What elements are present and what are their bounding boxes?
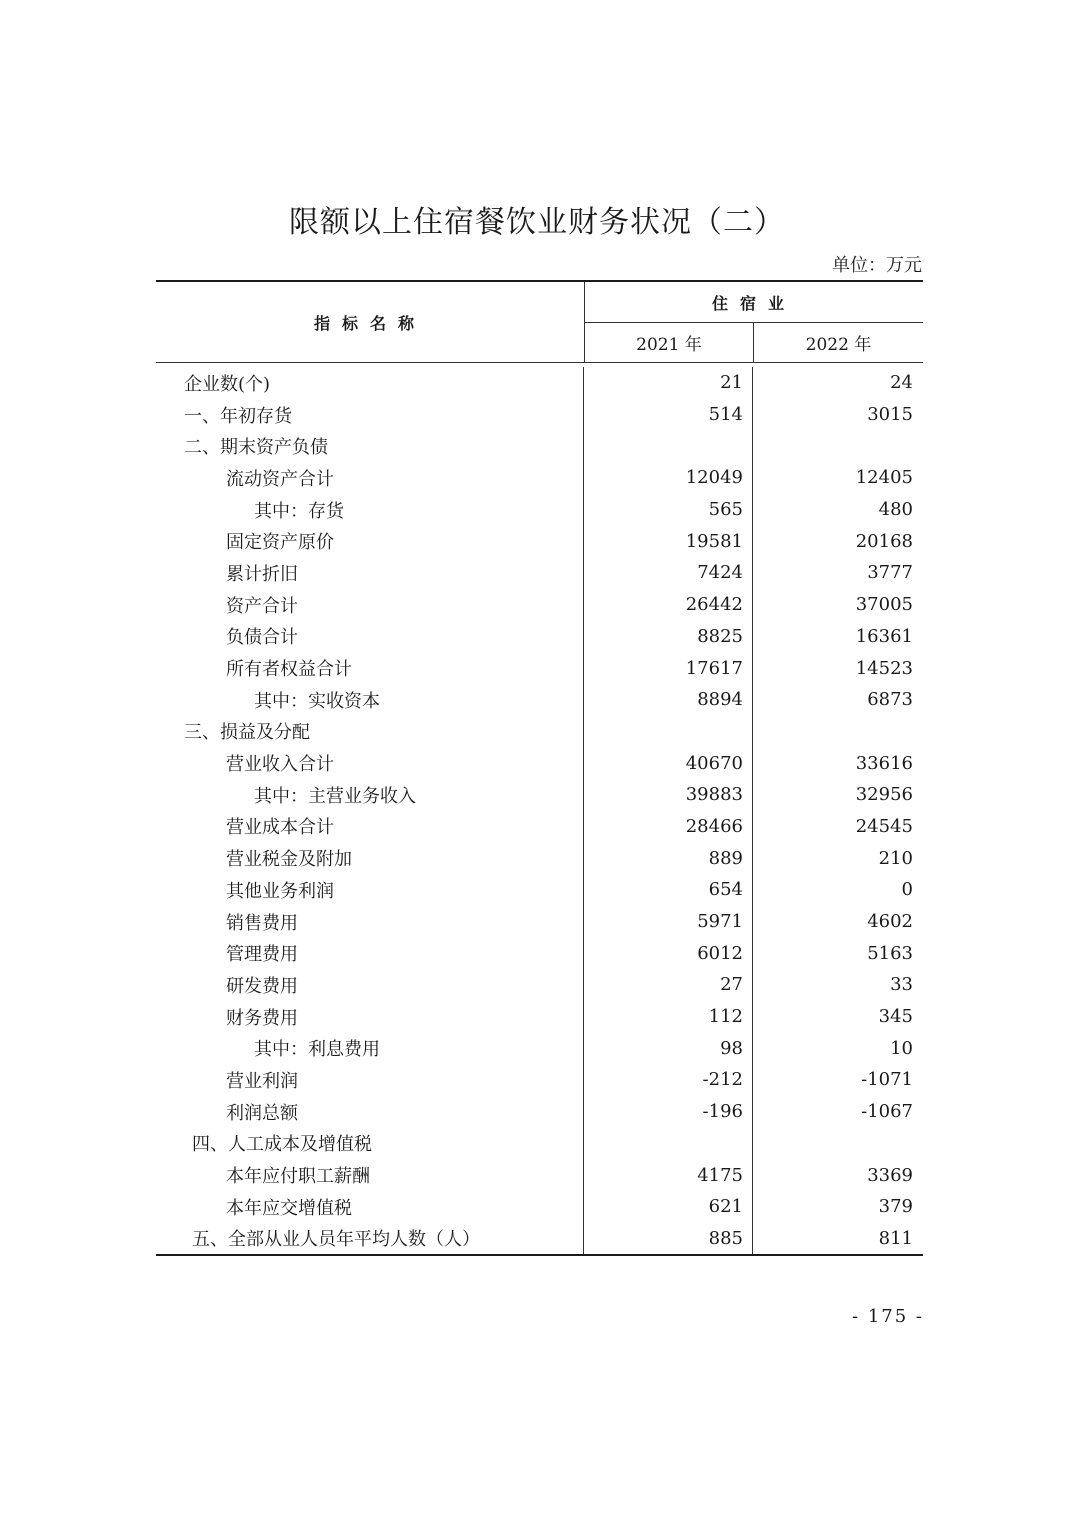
table-row [156, 1223, 923, 1255]
row-label: 本年应付职工薪酬 [156, 1159, 584, 1191]
indicator-name-header: 指标名称 [156, 282, 585, 362]
table-row [156, 621, 923, 653]
value-2021 [584, 430, 753, 462]
table-body [156, 363, 923, 1254]
row-label: 营业利润 [156, 1064, 584, 1096]
value-2021: 7424 [584, 557, 753, 589]
row-label: 其中：主营业务收入 [156, 779, 584, 811]
row-label: 一、年初存货 [156, 399, 584, 431]
table-row [156, 652, 923, 684]
value-2021: 889 [584, 842, 753, 874]
row-label: 三、损益及分配 [156, 716, 584, 748]
value-2022: 24545 [855, 815, 913, 837]
value-2022: 5163 [867, 942, 913, 964]
row-label: 累计折旧 [156, 557, 584, 589]
year-2021-header: 2021 年 [585, 323, 754, 362]
value-2022: 3777 [867, 562, 913, 584]
value-2021: 5971 [584, 906, 753, 938]
value-2021: 39883 [584, 779, 753, 811]
table-row [156, 747, 923, 779]
value-2021: 8894 [584, 684, 753, 716]
table-row [156, 430, 923, 462]
value-2022: 379 [878, 1196, 913, 1218]
value-2022 [753, 430, 922, 462]
value-2021: 621 [584, 1191, 753, 1223]
table-row [156, 684, 923, 716]
value-2022: 3369 [867, 1164, 913, 1186]
accommodation-group-header: 住宿业 [585, 282, 923, 323]
value-2022 [753, 716, 922, 748]
table-row [156, 716, 923, 748]
value-2021: 514 [584, 399, 753, 431]
financial-table [156, 280, 923, 1256]
value-2022: 811 [878, 1227, 913, 1249]
value-2022: 33616 [855, 752, 913, 774]
table-row [156, 1001, 923, 1033]
table-row [156, 1064, 923, 1096]
row-label: 五、全部从业人员年平均人数（人） [156, 1223, 584, 1255]
row-label: 研发费用 [156, 969, 584, 1001]
row-label: 其中：实收资本 [156, 684, 584, 716]
value-2021 [584, 1128, 753, 1160]
value-2022: 14523 [855, 657, 913, 679]
table-header [156, 282, 923, 363]
table-row [156, 494, 923, 526]
table-row [156, 399, 923, 431]
value-2022 [753, 1128, 922, 1160]
value-2022: 20168 [855, 530, 913, 552]
value-2022: 10 [890, 1037, 913, 1059]
value-2021: 8825 [584, 621, 753, 653]
table-row [156, 1159, 923, 1191]
row-label: 营业成本合计 [156, 811, 584, 843]
row-label: 二、期末资产负债 [156, 430, 584, 462]
value-2022: 12405 [855, 467, 913, 489]
table-row [156, 589, 923, 621]
page-title: 限额以上住宿餐饮业财务状况（二） [289, 205, 785, 240]
table-row [156, 462, 923, 494]
value-2021: 12049 [584, 462, 753, 494]
value-2021: 40670 [584, 747, 753, 779]
row-label: 其中：存货 [156, 494, 584, 526]
row-label: 所有者权益合计 [156, 652, 584, 684]
table-row [156, 969, 923, 1001]
value-2021: 26442 [584, 589, 753, 621]
table-row [156, 874, 923, 906]
row-label: 销售费用 [156, 906, 584, 938]
table-row [156, 842, 923, 874]
value-2021: 98 [584, 1032, 753, 1064]
row-label: 管理费用 [156, 937, 584, 969]
value-2021: 17617 [584, 652, 753, 684]
value-2022: -1067 [861, 1101, 913, 1123]
row-label: 财务费用 [156, 1001, 584, 1033]
value-2021: 21 [584, 367, 753, 399]
table-row [156, 367, 923, 399]
value-2022: 16361 [855, 625, 913, 647]
row-label: 四、人工成本及增值税 [156, 1128, 584, 1160]
table-row [156, 1191, 923, 1223]
row-label: 企业数(个) [156, 367, 584, 399]
table-row [156, 1096, 923, 1128]
value-2021: 4175 [584, 1159, 753, 1191]
value-2021: -212 [584, 1064, 753, 1096]
row-label: 其中：利息费用 [156, 1032, 584, 1064]
row-label: 其他业务利润 [156, 874, 584, 906]
value-2022: 345 [878, 1006, 913, 1028]
value-2022: 4602 [867, 911, 913, 933]
table-row [156, 937, 923, 969]
value-2021 [584, 716, 753, 748]
table-row [156, 1032, 923, 1064]
value-2022: 210 [878, 847, 913, 869]
value-2021: 885 [584, 1223, 753, 1255]
row-label: 负债合计 [156, 621, 584, 653]
value-2022: 32956 [855, 784, 913, 806]
table-row [156, 906, 923, 938]
row-label: 营业收入合计 [156, 747, 584, 779]
table-row [156, 525, 923, 557]
table-row [156, 557, 923, 589]
value-2022: 33 [890, 974, 913, 996]
value-2021: 28466 [584, 811, 753, 843]
row-label: 流动资产合计 [156, 462, 584, 494]
row-label: 利润总额 [156, 1096, 584, 1128]
row-label: 固定资产原价 [156, 525, 584, 557]
value-2022: -1071 [861, 1069, 913, 1091]
value-2022: 3015 [867, 404, 913, 426]
value-2021: 6012 [584, 937, 753, 969]
value-2022: 480 [878, 499, 913, 521]
table-row [156, 779, 923, 811]
row-label: 本年应交增值税 [156, 1191, 584, 1223]
year-2022-header: 2022 年 [805, 335, 872, 355]
value-2021: -196 [584, 1096, 753, 1128]
row-label: 资产合计 [156, 589, 584, 621]
value-2021: 565 [584, 494, 753, 526]
value-2021: 19581 [584, 525, 753, 557]
value-2022: 24 [890, 372, 913, 394]
unit-label: 单位：万元 [832, 255, 922, 276]
value-2021: 112 [584, 1001, 753, 1033]
row-label: 营业税金及附加 [156, 842, 584, 874]
value-2021: 27 [584, 969, 753, 1001]
page-number: - 175 - [852, 1306, 924, 1327]
value-2021: 654 [584, 874, 753, 906]
value-2022: 0 [901, 879, 913, 901]
table-row [156, 811, 923, 843]
value-2022: 37005 [855, 594, 913, 616]
table-row [156, 1128, 923, 1160]
value-2022: 6873 [867, 689, 913, 711]
